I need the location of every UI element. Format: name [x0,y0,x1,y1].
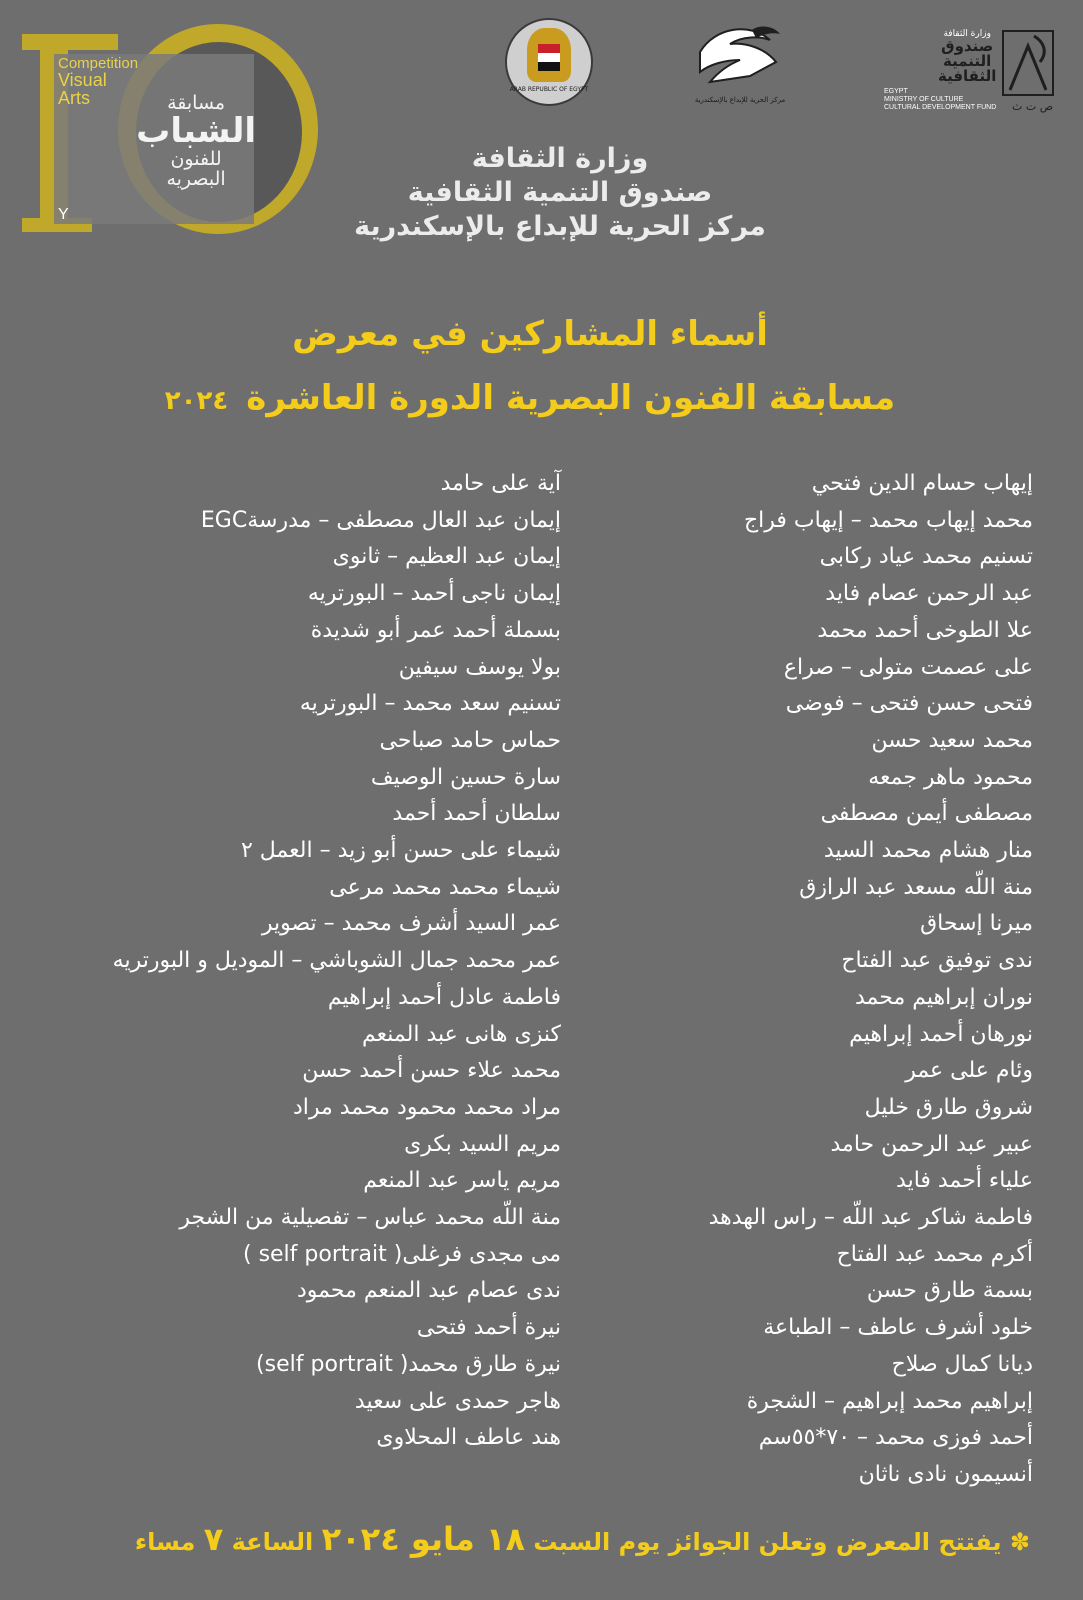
organization-header [260,142,860,244]
participant-name: شيماء محمد محمد مرعى [329,874,561,900]
participant-name: آية على حامد [440,471,561,496]
participant-name: إيهاب حسام الدين فتحي [811,471,1033,496]
participant-name: عبير عبد الرحمن حامد [830,1131,1033,1157]
participant-name: تسنيم سعد محمد – البورتريه [299,691,561,717]
participant-name: إيمان عبد العظيم – ثانوى [332,544,561,570]
participant-name: فاطمة عادل أحمد إبراهيم [327,984,561,1010]
opening-date: ١٨ مايو ٢٠٢٤ [321,1520,525,1558]
participant-name: مراد محمد محمود محمد مراد [292,1094,561,1120]
participant-name: تسنيم محمد عياد ركابى [819,544,1033,570]
title-line-2: مسابقة الفنون البصرية الدورة العاشرة٢٠٢٤ [164,378,896,418]
participant-name: فتحى حسن فتحى – فوضى [785,691,1033,717]
participant-name: أنسيمون نادى ناثان [858,1461,1033,1487]
fund-emblem-icon [1002,30,1054,96]
participant-name: نيرة أحمد فتحى [416,1315,561,1341]
bullet-icon: ✽ [1009,1528,1030,1556]
participant-name: بسمة طارق حسن [866,1278,1033,1304]
participant-name: علا الطوخى أحمد محمد [817,617,1033,643]
participant-name: إبراهيم محمد إبراهيم – الشجرة [746,1388,1033,1414]
participant-name: مريم ياسر عبد المنعم [363,1168,561,1194]
participant-name: شروق طارق خليل [864,1094,1033,1120]
participant-name: خلود أشرف عاطف – الطباعة [763,1315,1033,1341]
emblem-caption: ARAB REPUBLIC OF EGYPT [509,86,589,93]
participant-name: محمد علاء حسن أحمد حسن [302,1058,561,1084]
cultural-development-fund-logo: وزارة الثقافة صندوق التنمية الثقافية EGYPT MINISTRY OF CULTURE CULTURAL DEVELOPMENT FUND ص ت ث [884,29,1054,113]
participant-name: أكرم محمد عبد الفتاح [836,1241,1033,1267]
header-line: مركز الحرية للإبداع بالإسكندرية [354,211,766,242]
participant-name: منة اللّه محمد عباس – تفصيلية من الشجر [179,1205,561,1231]
exhibition-title [100,302,960,433]
title-line-1: أسماء المشاركين في معرض [292,314,768,354]
opening-hour: ٧ [203,1520,224,1558]
participant-name: ندى توفيق عبد الفتاح [841,948,1033,974]
participant-name: سلطان أحمد أحمد [392,801,561,827]
eagle-emblem-icon [505,18,593,110]
participant-name: إيمان عبد العال مصطفى – مدرسةEGC [200,507,561,533]
participant-name: بسملة أحمد عمر أبو شديدة [310,617,561,643]
logo-latin-text: Competition Visual Arts [58,55,139,108]
participant-name: أحمد فوزى محمد – ٧٠*٥٥سم [758,1425,1033,1451]
participant-name: علياء أحمد فايد [896,1168,1033,1194]
participant-name: منة اللّه مسعد عبد الرازق [799,874,1033,900]
opening-announcement: ✽ يفتتح المعرض وتعلن الجوائز يوم السبت ١٨ مايو ٢٠٢٤ الساعة ٧ مساء [134,1520,1030,1558]
freedom-center-caption: مركز الحرية للإبداع بالإسكندرية [694,96,786,104]
participants-list-right [593,466,1033,1494]
participant-name: على عصمت متولى – صراع [783,654,1033,680]
competition-logo [18,24,298,234]
participants-list-left [21,466,561,1457]
participant-name: محمد سعيد حسن [871,727,1033,753]
participant-name: ندى عصام عبد المنعم محمود [297,1278,561,1304]
participant-name: عبد الرحمن عصام فايد [825,581,1033,607]
participant-name: ميرنا إسحاق [920,911,1033,937]
participant-name: هاجر حمدى على سعيد [354,1388,561,1414]
participant-name: عمر السيد أشرف محمد – تصوير [261,911,561,937]
participant-name: مصطفى أيمن مصطفى [820,801,1033,827]
participant-name: منار هشام محمد السيد [823,838,1033,864]
participant-name: نيرة طارق محمد( self portrait) [256,1351,561,1377]
participant-name: حماس حامد صباحى [379,727,561,753]
participant-name: شيماء على حسن أبو زيد – العمل ٢ [240,838,561,864]
participant-name: مى مجدى فرغلى( self portrait ) [242,1241,561,1267]
participant-name: ديانا كمال صلاح [891,1351,1033,1377]
participant-name: عمر محمد جمال الشوباشي – الموديل و البورتريه [112,948,561,974]
participant-name: فاطمة شاكر عبد اللّه – راس الهدهد [708,1205,1033,1231]
participant-name: سارة حسين الوصيف [370,764,561,790]
freedom-center-logo [690,22,790,112]
participant-name: بولا يوسف سيفين [398,654,561,680]
header-line: صندوق التنمية الثقافية [407,177,713,208]
title-year: ٢٠٢٤ [164,386,229,416]
logo-mark: Y [58,206,69,223]
header-line: وزارة الثقافة [471,143,649,174]
participant-name: محمود ماهر جمعه [868,764,1033,790]
participant-name: مريم السيد بكرى [404,1131,561,1157]
participant-name: إيمان ناجى أحمد – البورتريه [307,581,561,607]
participant-name: وئام على عمر [905,1058,1033,1084]
participant-name: كنزى هانى عبد المنعم [362,1021,561,1047]
participant-name: نورهان أحمد إبراهيم [849,1021,1033,1047]
participant-name: هند عاطف المحلاوى [376,1425,561,1451]
logo-one-bar [22,34,118,50]
participant-name: نوران إبراهيم محمد [855,984,1033,1010]
logo-arabic-text: مسابقة الشباب للفنون البصريه [136,92,256,190]
participant-name: محمد إيهاب محمد – إيهاب فراج [743,507,1033,533]
